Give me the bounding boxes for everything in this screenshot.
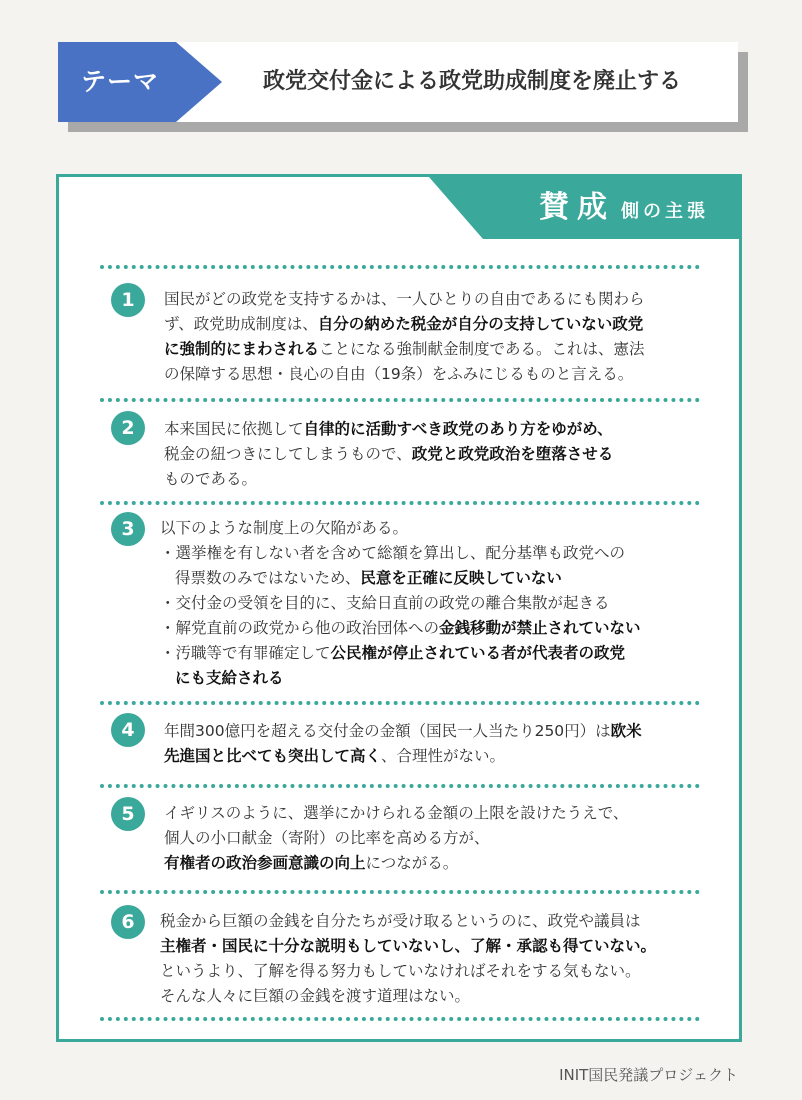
point-2-line-3: ものである。: [164, 470, 258, 488]
theme-tag-label: テーマ: [80, 67, 159, 96]
separator: [100, 784, 700, 788]
point-6-line-3: というより、了解を得る努力もしていなければそれをする気もない。: [160, 962, 641, 980]
point-number-5: 5: [111, 797, 145, 831]
point-text-3: [160, 516, 705, 691]
point-3-bullet-4-cont: にも支給される: [175, 669, 284, 687]
point-2-line-2: 税金の紐つきにしてしまうもので、政党と政党政治を堕落させる: [164, 445, 614, 463]
separator: [100, 265, 700, 269]
point-text-1: [164, 287, 709, 387]
point-1-line-1: 国民がどの政党を支持するかは、一人ひとりの自由であるにも関わら: [164, 290, 645, 308]
point-3-bullet-2: ・交付金の受領を目的に、支給日直前の政党の離合集散が起きる: [160, 594, 610, 612]
point-number-2: 2: [111, 411, 145, 445]
point-text-6: [160, 909, 705, 1009]
theme-title: 政党交付金による政党助成制度を廃止する: [262, 69, 681, 94]
point-1-line-4: の保障する思想・良心の自由（19条）をふみにじるものと言える。: [164, 365, 634, 383]
point-1-line-3: に強制的にまわされることになる強制献金制度である。これは、憲法: [164, 340, 645, 358]
point-number-1: 1: [111, 283, 145, 317]
point-text-4: [164, 719, 709, 769]
point-text-2: [164, 417, 709, 492]
point-5-line-2: 個人の小口献金（寄附）の比率を高める方が、: [164, 829, 490, 847]
point-text-5: [164, 801, 709, 876]
separator: [100, 1017, 700, 1021]
point-number-3: 3: [111, 512, 145, 546]
stance-heading: [539, 177, 709, 239]
point-6-line-2: 主権者・国民に十分な説明もしていないし、了解・承認も得ていない。: [160, 937, 657, 955]
point-3-intro: 以下のような制度上の欠陥がある。: [160, 519, 409, 537]
stance-sub: 側の主張: [621, 201, 709, 222]
point-3-bullet-1-cont: 得票数のみではないため、民意を正確に反映していない: [175, 569, 562, 587]
point-6-line-4: そんな人々に巨額の金銭を渡す道理はない。: [160, 987, 471, 1005]
stance-main: 賛成: [539, 190, 615, 225]
point-6-line-1: 税金から巨額の金銭を自分たちが受け取るというのに、政党や議員は: [160, 912, 641, 930]
point-5-line-3: 有権者の政治参画意識の向上につながる。: [164, 854, 459, 872]
separator: [100, 701, 700, 705]
point-3-bullet-1: ・選挙権を有しない者を含めて総額を算出し、配分基準も政党への: [160, 544, 626, 562]
point-4-line-2: 先進国と比べても突出して高く、合理性がない。: [164, 747, 506, 765]
separator: [100, 501, 700, 505]
separator: [100, 890, 700, 894]
point-number-4: 4: [111, 713, 145, 747]
point-1-line-2: ず、政党助成制度は、自分の納めた税金が自分の支持していない政党: [164, 315, 644, 333]
point-3-bullet-3: ・解党直前の政党から他の政治団体への金銭移動が禁止されていない: [160, 619, 641, 637]
point-5-line-1: イギリスのように、選挙にかけられる金額の上限を設けたうえで、: [164, 804, 629, 822]
separator: [100, 398, 700, 402]
point-4-line-1: 年間300億円を超える交付金の金額（国民一人当たり250円）は欧米: [164, 722, 642, 740]
point-2-line-1: 本来国民に依拠して自律的に活動すべき政党のあり方をゆがめ、: [164, 420, 613, 438]
point-number-6: 6: [111, 905, 145, 939]
point-3-bullet-4: ・汚職等で有罪確定して公民権が停止されている者が代表者の政党: [160, 644, 626, 662]
footer-credit: INIT国民発議プロジェクト: [559, 1066, 738, 1084]
